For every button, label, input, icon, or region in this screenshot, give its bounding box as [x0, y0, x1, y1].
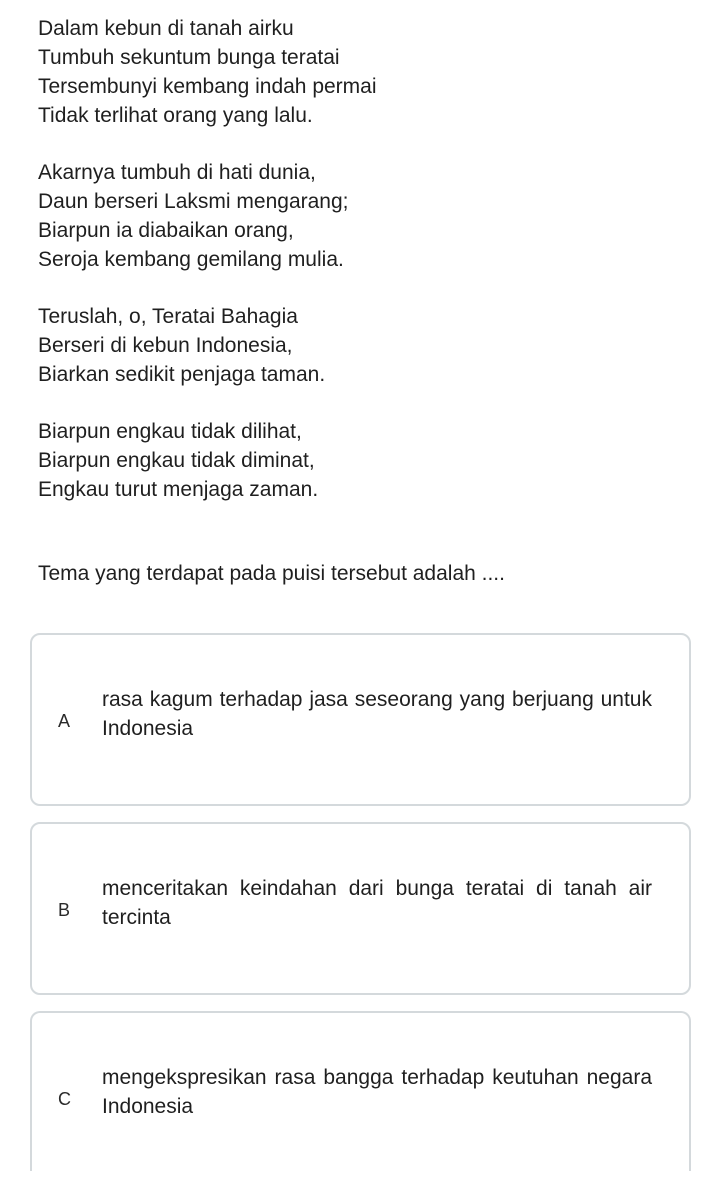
- poem-line: Berseri di kebun Indonesia,: [38, 334, 293, 357]
- poem-line: Seroja kembang gemilang mulia.: [38, 248, 344, 271]
- poem-line: Tidak terlihat orang yang lalu.: [38, 104, 313, 127]
- option-letter: C: [58, 1089, 71, 1109]
- option-a[interactable]: [30, 633, 691, 806]
- poem-line: Teruslah, o, Teratai Bahagia: [38, 305, 298, 328]
- option-letter: B: [58, 900, 71, 920]
- option-b[interactable]: [30, 822, 691, 995]
- poem-stanza-2: [38, 158, 678, 274]
- option-text: mengekspresikan rasa bangga terhadap keutuhan negara Indonesia: [102, 1066, 652, 1118]
- option-text: rasa kagum terhadap jasa seseorang yang berjuang untuk Indonesia: [102, 688, 652, 740]
- poem-line: Engkau turut menjaga zaman.: [38, 478, 319, 501]
- poem-stanza-4: [38, 417, 678, 504]
- poem-line: Daun berseri Laksmi mengarang;: [38, 190, 349, 213]
- poem-line: Biarpun engkau tidak dilihat,: [38, 420, 302, 443]
- poem-stanza-1: [38, 14, 678, 130]
- poem-line: Dalam kebun di tanah airku: [38, 17, 294, 40]
- poem-line: Tumbuh sekuntum bunga teratai: [38, 46, 340, 69]
- poem-text: [38, 14, 678, 532]
- option-c[interactable]: [30, 1011, 691, 1171]
- poem-line: Biarpun engkau tidak diminat,: [38, 449, 315, 472]
- answer-options: [30, 633, 691, 1187]
- poem-line: Tersembunyi kembang indah permai: [38, 75, 377, 98]
- poem-line: Akarnya tumbuh di hati dunia,: [38, 161, 316, 184]
- poem-line: Biarpun ia diabaikan orang,: [38, 219, 294, 242]
- question-text: Tema yang terdapat pada puisi tersebut adalah ....: [38, 562, 505, 585]
- option-text: menceritakan keindahan dari bunga teratai di tanah air tercinta: [102, 877, 652, 929]
- poem-line: Biarkan sedikit penjaga taman.: [38, 363, 326, 386]
- option-letter: A: [58, 711, 71, 731]
- poem-stanza-3: [38, 302, 678, 389]
